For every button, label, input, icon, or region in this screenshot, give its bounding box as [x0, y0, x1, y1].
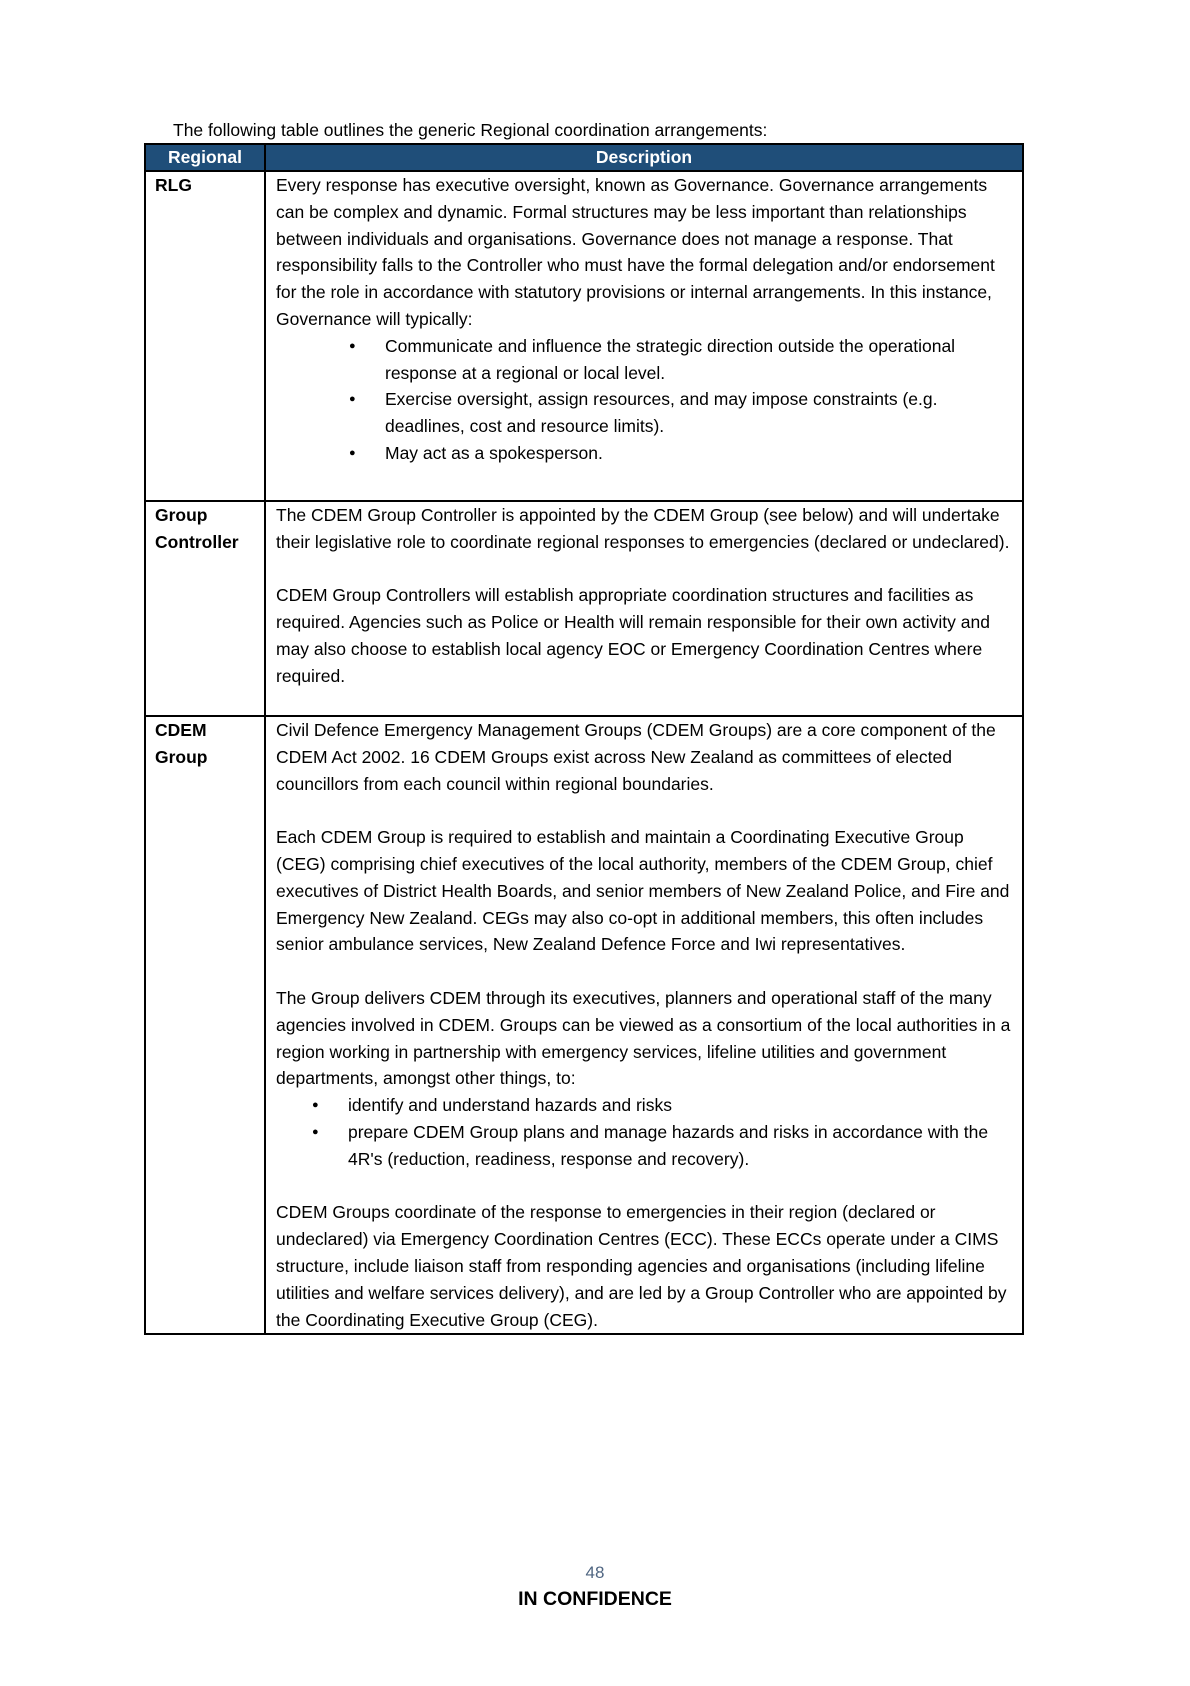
paragraph-gap — [276, 797, 1014, 824]
bullet-item: ● Exercise oversight, assign resources, and may impose constraints (e.g. deadlines, cost and resource limits). — [385, 386, 1014, 440]
bullet-list — [276, 1092, 1014, 1172]
classification-footer: IN CONFIDENCE — [518, 1588, 672, 1610]
row-description — [265, 716, 1023, 1334]
bullet-list — [276, 333, 1014, 467]
paragraph-gap — [276, 958, 1014, 985]
description-paragraph: Civil Defence Emergency Management Groups (CDEM Groups) are a core component of the CDEM Act 2002. 16 CDEM Groups exist across New Zealand as committees of elected councillors from each council within regional boundaries. — [276, 720, 996, 794]
label-line: CDEM — [155, 720, 207, 740]
table-header-row — [145, 144, 1023, 171]
regional-coordination-table — [144, 143, 1024, 1335]
bullet-item: ● Communicate and influence the strategic direction outside the operational response at a regional or local level. — [385, 333, 1014, 387]
paragraph-gap — [276, 556, 1014, 583]
bullet-item: ● identify and understand hazards and risks — [348, 1092, 1014, 1119]
label-line: Group — [155, 505, 208, 525]
row-label-group-controller — [145, 501, 265, 716]
table-row — [145, 171, 1023, 501]
label-line: Controller — [155, 531, 239, 552]
label-line: Group — [155, 746, 208, 767]
description-paragraph: The CDEM Group Controller is appointed by the CDEM Group (see below) and will undertake their legislative role to coordinate regional responses to emergencies (declared or undeclared). — [276, 505, 1010, 552]
row-description — [265, 171, 1023, 501]
description-paragraph: CDEM Group Controllers will establish appropriate coordination structures and facilities as required. Agencies such as Police or Health will remain responsible for their own activity and may also choose to establish local agency EOC or Emergency Coordination Centres where required. — [276, 585, 990, 686]
row-label-rlg: RLG — [145, 171, 265, 501]
intro-text: The following table outlines the generic Regional coordination arrangements: — [173, 120, 768, 140]
paragraph-gap — [276, 1173, 1014, 1200]
table-row — [145, 501, 1023, 716]
row-label-cdem-group — [145, 716, 265, 1334]
row-description — [265, 501, 1023, 716]
page-number: 48 — [585, 1563, 605, 1582]
bullet-item: ● prepare CDEM Group plans and manage hazards and risks in accordance with the 4R's (reduction, readiness, response and recovery). — [348, 1119, 1014, 1173]
header-description: Description — [265, 144, 1023, 171]
description-paragraph: The Group delivers CDEM through its executives, planners and operational staff of the many agencies involved in CDEM. Groups can be viewed as a consortium of the local authorities in a region working in partnership with emergency services, lifeline utilities and government departments, amongst other things, to: — [276, 987, 1011, 1089]
table-row — [145, 716, 1023, 1334]
description-paragraph: CDEM Groups coordinate of the response to emergencies in their region (declared or undeclared) via Emergency Coordination Centres (ECC). These ECCs operate under a CIMS structure, include liaison staff from responding agencies and organisations (including lifeline utilities and welfare services delivery), and are led by a Group Controller who are appointed by the Coordinating Executive Group (CEG). — [276, 1202, 1007, 1330]
description-paragraph: Each CDEM Group is required to establish and maintain a Coordinating Executive Group (CEG) comprising chief executives of the local authority, members of the CDEM Group, chief executives of District Health Boards, and senior members of New Zealand Police, and Fire and Emergency New Zealand. CEGs may also co-opt in additional members, this often includes senior ambulance services, New Zealand Defence Force and Iwi representatives. — [276, 827, 1010, 955]
header-regional: Regional — [145, 144, 265, 171]
bullet-item: ● May act as a spokesperson. — [385, 440, 1014, 467]
description-paragraph: Every response has executive oversight, known as Governance. Governance arrangements can be complex and dynamic. Formal structures may be less important than relationships between individuals and organisations. Governance does not manage a response. That responsibility falls to the Controller who must have the formal delegation and/or endorsement for the role in accordance with statutory provisions or internal arrangements. In this instance, Governance will typically: — [276, 175, 995, 329]
